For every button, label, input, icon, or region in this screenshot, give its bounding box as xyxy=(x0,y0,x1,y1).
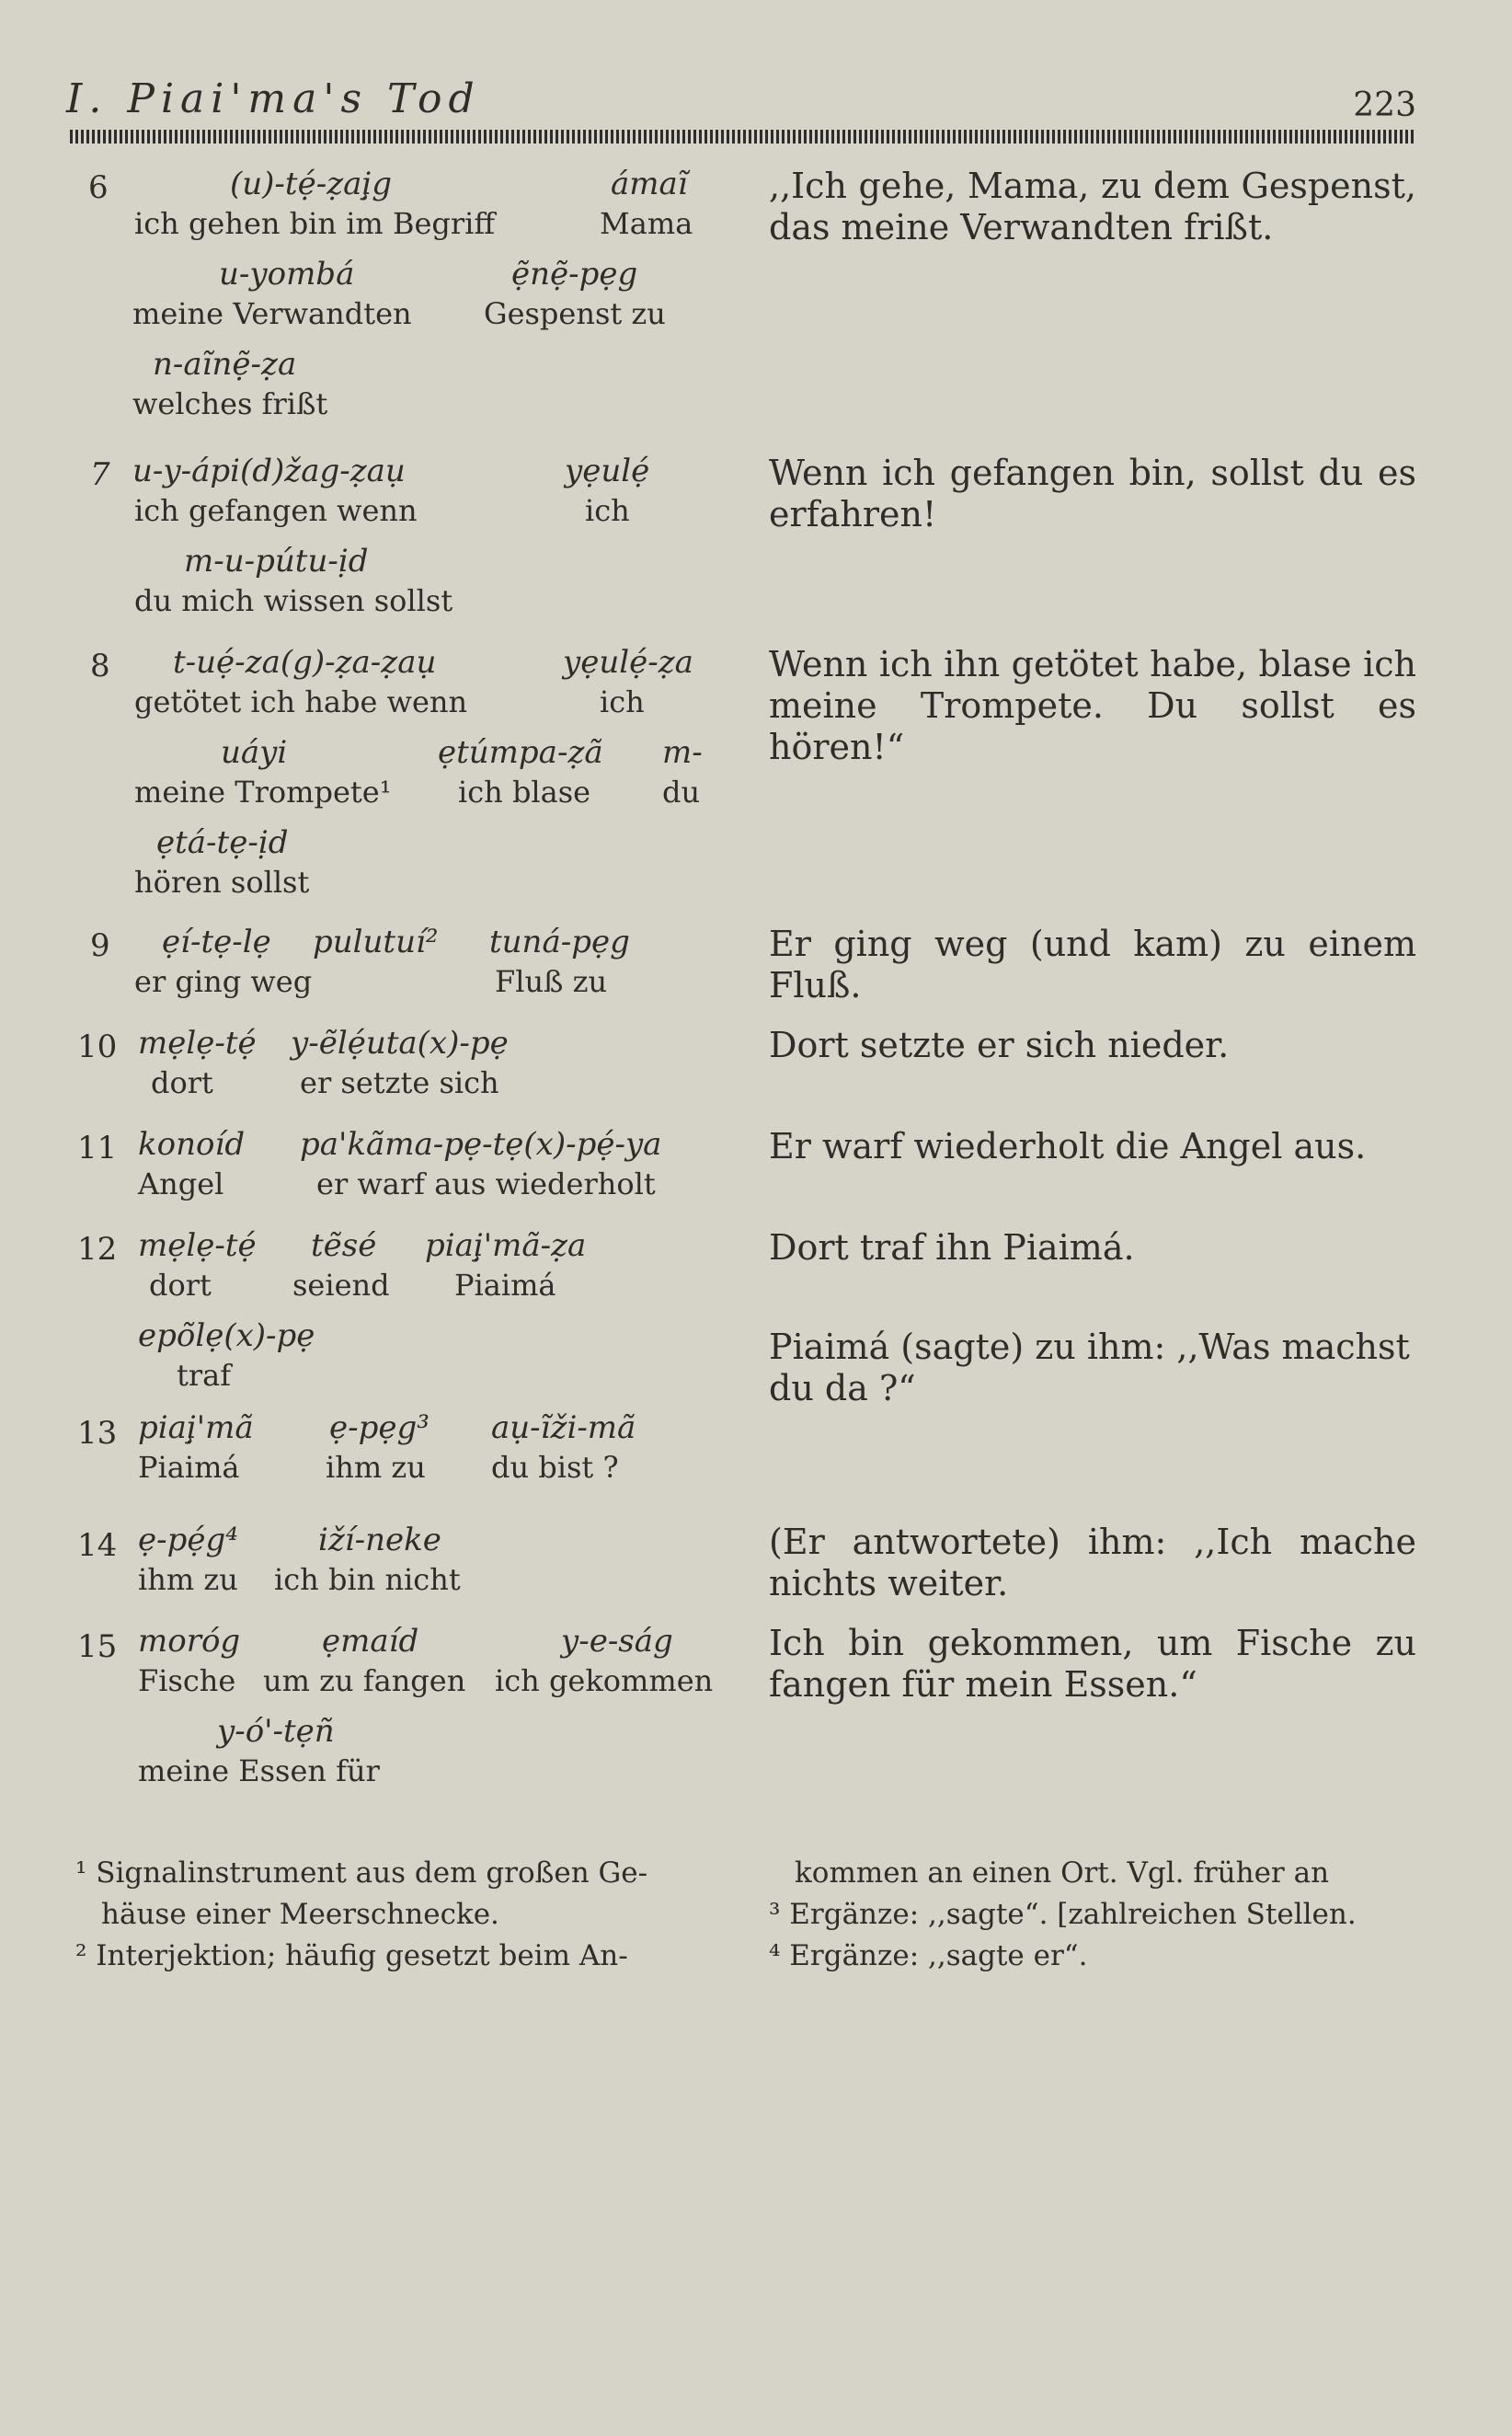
native-word: aụ-ĩži-mã xyxy=(491,1409,636,1446)
interlinear-line xyxy=(0,453,754,528)
line-number: 14 xyxy=(77,1527,118,1564)
gloss: er ging weg xyxy=(134,964,313,999)
gloss: Piaimá xyxy=(138,1450,240,1485)
interlinear-line xyxy=(0,1522,754,1597)
native-word: pa'kãma-pẹ-tẹ(x)-pẹ́-ya xyxy=(300,1126,662,1163)
line-number: 10 xyxy=(77,1028,118,1065)
interlinear-line xyxy=(0,1227,754,1303)
native-word: ẹí-tẹ-lẹ xyxy=(162,924,271,960)
interlinear-line xyxy=(0,1713,754,1788)
native-word: u-y-ápi(d)žag-ẓaụ xyxy=(132,453,406,489)
native-word: moróg xyxy=(138,1623,241,1660)
footnote-line: ³ Ergänze: ,,sagte“. [zahlreichen Stellen. xyxy=(769,1898,1357,1931)
interlinear-line xyxy=(0,166,754,241)
native-word: ẹtá-tẹ-ịd xyxy=(156,824,289,861)
native-word: u-yombá xyxy=(219,256,355,293)
gloss: ich xyxy=(600,684,645,719)
native-word: pulutuí² xyxy=(313,924,439,960)
footnotes-left xyxy=(75,1853,719,1977)
line-number: 8 xyxy=(90,648,110,684)
gloss: Piaimá xyxy=(454,1268,556,1303)
native-word: yẹulẹ́-ẓa xyxy=(563,644,693,681)
native-word: y-ẽlẹ́uta(x)-pẹ xyxy=(291,1025,509,1062)
gloss: Fische xyxy=(138,1663,236,1698)
native-word: m- xyxy=(662,734,703,771)
line-number: 6 xyxy=(88,169,109,206)
native-word: ámaĩ xyxy=(611,166,688,202)
native-word: y-ó'-tẹñ xyxy=(217,1713,335,1750)
line-number: 7 xyxy=(90,456,110,493)
native-word: m-u-pútu-ịd xyxy=(184,543,369,580)
translation: Er warf wiederholt die Angel aus. xyxy=(769,1126,1367,1166)
native-word: ẹmaíd xyxy=(322,1623,419,1660)
gloss: Angel xyxy=(138,1166,224,1201)
page-number: 223 xyxy=(1353,86,1416,124)
interlinear-line xyxy=(0,824,754,900)
translation: Wenn ich ihn getötet habe, blase ich meine Trompete. Du sollst es hören!“ xyxy=(769,644,1416,767)
native-word: n-aĩnẹ̃-ẓa xyxy=(153,346,297,383)
interlinear-line xyxy=(0,1126,754,1201)
native-word: ẹ-pẹ́g⁴ xyxy=(138,1522,238,1558)
translation: Wenn ich gefangen bin, sollst du es erfahren! xyxy=(769,453,1416,534)
translation: Piaimá (sagte) zu ihm: ,,Was machst du da ?“ xyxy=(769,1327,1410,1408)
native-word: tuná-pẹg xyxy=(489,924,630,960)
translation: (Er antwortete) ihm: ,,Ich mache nichts weiter. xyxy=(769,1522,1416,1603)
line-number: 9 xyxy=(90,927,110,964)
gloss: Gespenst zu xyxy=(484,296,666,331)
gloss: meine Essen für xyxy=(138,1753,380,1788)
gloss: du mich wissen sollst xyxy=(134,583,453,618)
translation: Er ging weg (und kam) zu einem Fluß. xyxy=(769,924,1416,1005)
gloss: er warf aus wiederholt xyxy=(316,1166,656,1201)
gloss: dort xyxy=(149,1268,212,1303)
gloss: ich xyxy=(585,493,630,528)
interlinear-line xyxy=(0,1623,754,1698)
page-header-title: I. Piai'ma's Tod xyxy=(66,75,481,122)
gloss: ihm zu xyxy=(326,1450,426,1485)
gloss: ich gehen bin im Begriff xyxy=(134,206,496,241)
interlinear-line xyxy=(0,543,754,618)
translation: Ich bin gekommen, um Fische zu fangen für mein Essen.“ xyxy=(769,1623,1416,1705)
gloss: um zu fangen xyxy=(263,1663,466,1698)
native-word: piaị̧'mã xyxy=(138,1409,254,1446)
footnote-line: kommen an einen Ort. Vgl. früher an xyxy=(795,1856,1330,1890)
native-word: ẹ̃nẹ̃-pẹg xyxy=(511,256,638,293)
native-word: uáyi xyxy=(221,734,288,771)
gloss: ich blase xyxy=(458,775,591,810)
native-word: t-uẹ́-za(g)-ẓa-ẓaụ xyxy=(173,644,437,681)
native-word: konoíd xyxy=(138,1126,246,1163)
native-word: epõlẹ(x)-pẹ xyxy=(138,1317,315,1354)
interlinear-line xyxy=(0,1409,754,1485)
interlinear-line xyxy=(0,256,754,331)
footnote-line: ² Interjektion; häufig gesetzt beim An- xyxy=(75,1939,628,1972)
native-word: iží-neke xyxy=(318,1522,441,1558)
native-word: piaị̧'mã-ẓa xyxy=(425,1227,587,1264)
interlinear-line xyxy=(0,1317,754,1393)
native-word: yẹulẹ́ xyxy=(565,453,650,489)
native-word: mẹlẹ-tẹ́ xyxy=(138,1227,257,1264)
interlinear-line xyxy=(0,924,754,999)
gloss: ich gekommen xyxy=(495,1663,714,1698)
gloss: er setzte sich xyxy=(300,1065,499,1100)
gloss: du xyxy=(662,775,701,810)
native-word: ẹ-pẹg³ xyxy=(329,1409,430,1446)
native-word: mẹlẹ-tẹ́ xyxy=(138,1025,257,1062)
gloss: Fluß zu xyxy=(495,964,608,999)
footnote-line: ¹ Signalinstrument aus dem großen Ge- xyxy=(75,1856,648,1890)
translation: Dort traf ihn Piaimá. xyxy=(769,1227,1135,1268)
line-number: 15 xyxy=(77,1628,118,1665)
native-word: y-e-ság xyxy=(561,1623,673,1660)
gloss: hören sollst xyxy=(134,865,310,900)
footnote-line: häuse einer Meerschnecke. xyxy=(101,1898,499,1931)
native-word: tẽsé xyxy=(311,1227,377,1264)
translation: Dort setzte er sich nieder. xyxy=(769,1025,1230,1065)
gloss: welches frißt xyxy=(132,386,328,421)
gloss: meine Trompete¹ xyxy=(134,775,392,810)
gloss: seiend xyxy=(292,1268,390,1303)
gloss: ihm zu xyxy=(138,1562,238,1597)
gloss: meine Verwandten xyxy=(132,296,412,331)
interlinear-line xyxy=(0,1025,754,1100)
gloss: traf xyxy=(177,1358,232,1393)
header-rule xyxy=(70,130,1415,144)
gloss: getötet ich habe wenn xyxy=(134,684,468,719)
interlinear-line xyxy=(0,346,754,421)
line-number: 13 xyxy=(77,1415,118,1452)
gloss: ich gefangen wenn xyxy=(134,493,418,528)
native-word: ẹtúmpa-ẓã xyxy=(438,734,603,771)
line-number: 12 xyxy=(77,1231,118,1268)
gloss: Mama xyxy=(600,206,693,241)
footnotes-right xyxy=(769,1853,1431,1977)
native-word: (u)-tẹ́-ẓaị̧g xyxy=(230,166,393,202)
gloss: ich bin nicht xyxy=(274,1562,461,1597)
footnote-line: ⁴ Ergänze: ,,sagte er“. xyxy=(769,1939,1088,1972)
line-number: 11 xyxy=(77,1130,118,1166)
gloss: dort xyxy=(151,1065,213,1100)
interlinear-line xyxy=(0,644,754,719)
translation: ,,Ich gehe, Mama, zu dem Gespenst, das meine Verwandten frißt. xyxy=(769,166,1416,247)
gloss: du bist ? xyxy=(491,1450,619,1485)
interlinear-line xyxy=(0,734,754,810)
